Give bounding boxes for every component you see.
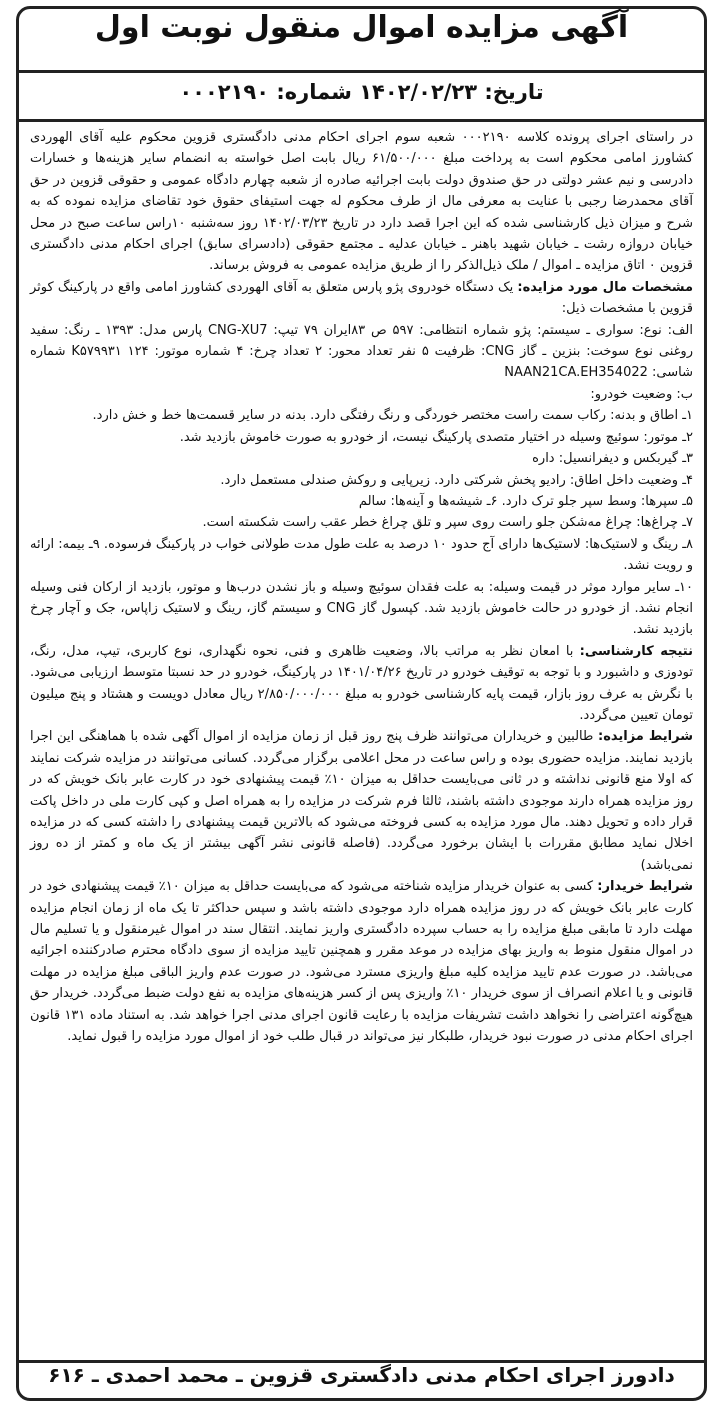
auction-terms-heading: شرایط مزایده: [598, 729, 694, 745]
condition-item-8: ۸ـ رینگ و لاستیک‌ها: لاستیک‌ها دارای آج حدود ۱۰ درصد به علت طول مدت طولانی خواب در پارکینگ فرسوده. ۹ـ بیمه: ارائه و رویت نشد. [30, 536, 693, 574]
specs-heading: مشخصات مال مورد مزایده: [517, 279, 693, 295]
conclusion-paragraph [30, 641, 693, 727]
specs-line-a: الف: نوع: سواری ـ سیستم: پژو شماره انتظامی: ۵۹۷ ص ۸۳ایران ۷۹ تیپ: CNG-XU7 پارس مدل: ۱۳۹۳ ـ رنگ: سفید روغنی نوع سوخت: بنزین ـ گاز CNG: ظرفیت ۵ نفر تعداد محور: ۲ تعداد چرخ: ۴ شماره موتور: ۱۲۴ K۵۷۹۹۳۱ شماره شاسی: NAAN21CA.EH354022 [30, 322, 693, 381]
condition-item-1: ۱ـ اطاق و بدنه: رکاب سمت راست مختصر خوردگی و رنگ رفتگی دارد. بدنه در سایر قسمت‌ها خط و خش دارد. [92, 408, 693, 424]
condition-item-10: ۱۰ـ سایر موارد موثر در قیمت وسیله: به علت فقدان سوئیچ وسیله و باز نشدن درب‌ها و موتور، بازدید از ارکان فنی وسیله انجام نشد. از خودرو در حالت خاموش بازدید شد. کپسول گاز CNG و سیستم گاز، رینگ و لاستیک زاپاس، جک و آچار چرخ بازدید نشد. [30, 579, 693, 638]
conclusion-text: با امعان نظر به مراتب بالا، وضعیت ظاهری و فنی، نحوه نگهداری، نوع کاربری، تیپ، مدل، رنگ، تودوزی و داشبورد و با توجه به توقیف خودرو در تاریخ ۱۴۰۱/۰۴/۲۶ در پارکینگ، خودرو در حد نسبتا متوسط ارزیابی می‌شود. با نگرش به عرف روز بازار، قیمت پایه کارشناسی خودرو به مبلغ ۲/۸۵۰/۰۰۰/۰۰۰ ریال معادل دویست و هشتاد و پنج میلیون تومان تعیین می‌گردد. [30, 643, 693, 723]
notice-body [30, 127, 693, 1047]
condition-item-7: ۷ـ چراغ‌ها: چراغ مه‌شکن جلو راست روی سپر و تلق چراغ خطر عقب راست شکسته است. [202, 515, 693, 531]
specs-paragraph [30, 277, 693, 320]
condition-item-3: ۳ـ گیربکس و دیفرانسیل: داره [532, 451, 693, 467]
condition-item-2: ۲ـ موتور: سوئیچ وسیله در اختیار متصدی پارکینگ نیست، از خودرو به صورت خاموش بازدید شد. [179, 429, 693, 445]
buyer-terms-text: کسی به عنوان خریدار مزایده شناخته می‌شود که می‌بایست حداقل به میزان ۱۰٪ قیمت پیشنهادی خود در کارت عابر بانک خویش که در روز مزایده همراه دارد موجودی داشته باشد و سپس حداکثر تا یک ماه از زمان انجام مزایده مهلت دارد تا مابقی مبلغ مزایده را به حساب سپرده دادگستری واریز نمایند. انتقال سند در اموال غیرمنقول و یا تسلیم مال در اموال منقول منوط به واریز بهای مزایده در موعد مقرر و همچنین تایید مزایده از سوی دادگاه محترم صادرکننده اجرائیه می‌باشد. در صورت عدم تایید مزایده کلیه مبلغ واریزی مسترد می‌شود. در صورت عدم واریز الباقی مبلغ مزایده در مهلت قانونی و یا اعلام انصراف از سوی خریدار ۱۰٪ واریزی پس از کسر هزینه‌های مزایده به نفع دولت ضبط می‌گردد. خریدار حق هیچ‌گونه اعتراضی را نخواهد داشت تشریفات مزایده با رعایت قانون اجرای مدنی اجرا خواهد شد. به استناد ماده ۱۳۱ قانون اجرای احکام مدنی در صورت نبود خریدار، طلبکار نیز می‌تواند در قبال طلب خود از اموال مورد مزایده را قبول نماید. [30, 879, 694, 1045]
page-title: آگهی مزایده اموال منقول نوبت اول [94, 10, 629, 45]
specs-line-b: ب: وضعیت خودرو: [590, 386, 693, 402]
specs-text: یک دستگاه خودروی پژو پارس متعلق به آقای الهوردی کشاورز امامی واقع در پارکینگ کوثر قزوین با مشخصات ذیل: [30, 279, 693, 317]
intro-paragraph: در راستای اجرای پرونده کلاسه ۰۰۰۲۱۹۰ شعبه سوم اجرای احکام مدنی دادگستری قزوین محکوم علیه آقای الهوردی کشاورز امامی محکوم است به پرداخت مبلغ ۶۱/۵۰۰/۰۰۰ ریال بابت اصل خواسته به انضمام سایر هزینه‌ها و خسارات دادرسی و نیم عشر دولتی در حق صندوق دولت بابت اجرائیه صادره از شعبه چهارم دادگاه عمومی و حقوقی قزوین در حق آقای محمدرضا رجبی با عنایت به معرفی مال از طرف محکوم له جهت استیفای حقوق خود تقاضای مزایده نموده که به شرح و میزان ذیل کارشناسی شده که این اجرا قصد دارد در تاریخ ۱۴۰۲/۰۳/۲۳ روز سه‌شنبه ۱۰راس ساعت صبح در محل خیابان دروازه رشت ـ خیابان شهید باهنر ـ خیابان عدلیه ـ مجتمع حقوقی (دادسرای سابق) اجرای احکام مدنی دادگستری قزوین ۰ اتاق مزایده ـ اموال / ملک ذیل‌الذکر را از طریق مزایده عمومی به فروش برساند. [30, 130, 693, 274]
divider [19, 119, 704, 122]
date-number-line: تاریخ: ۱۴۰۲/۰۲/۲۳ شماره: ۰۰۰۲۱۹۰ [179, 80, 544, 104]
condition-item-5: ۵ـ سپرها: وسط سپر جلو ترک دارد. ۶ـ شیشه‌ها و آینه‌ها: سالم [358, 493, 693, 509]
divider [19, 70, 704, 73]
auction-terms-paragraph [30, 726, 693, 876]
buyer-terms-heading: شرایط خریدار: [597, 879, 693, 895]
conclusion-heading: نتیجه کارشناسی: [579, 643, 693, 659]
buyer-terms-paragraph [30, 876, 693, 1047]
condition-item-4: ۴ـ وضعیت داخل اطاق: رادیو پخش شرکتی دارد. زیرپایی و روکش صندلی مستعمل دارد. [220, 472, 693, 488]
auction-terms-text: طالبین و خریداران می‌توانند ظرف پنج روز قبل از زمان مزایده از اموال آگهی شده با هماهنگی این اجرا بازدید نمایند. مزایده حضوری بوده و راس ساعت در محل اعلامی برگزار می‌گردد. کسانی می‌توانند در مزایده شرکت نمایند که اولا منع قانونی نداشته و در ثانی می‌بایست حداقل به میزان ۱۰٪ قیمت پیشنهادی خود در کارت عابر بانک خویش که در روز مزایده همراه دارند موجودی داشته باشند، ثالثا فرم شرکت در مزایده را به همراه اصل و کپی کارت ملی در داخل پاکت قرار داده و تحویل دهند. مال مورد مزایده به کسی فروخته می‌شود که بالاترین قیمت پیشنهادی را داشته کسی که در مزایده اخلال نماید مطابق مقررات با ایشان برخورد می‌گردد. (فاصله قانونی نشر آگهی بیشتر از یک ماه و کمتر از ده روز نمی‌باشد) [30, 729, 693, 873]
signature-line: دادورز اجرای احکام مدنی دادگستری قزوین ـ محمد احمدی ـ ۶۱۶ [48, 1363, 675, 1387]
